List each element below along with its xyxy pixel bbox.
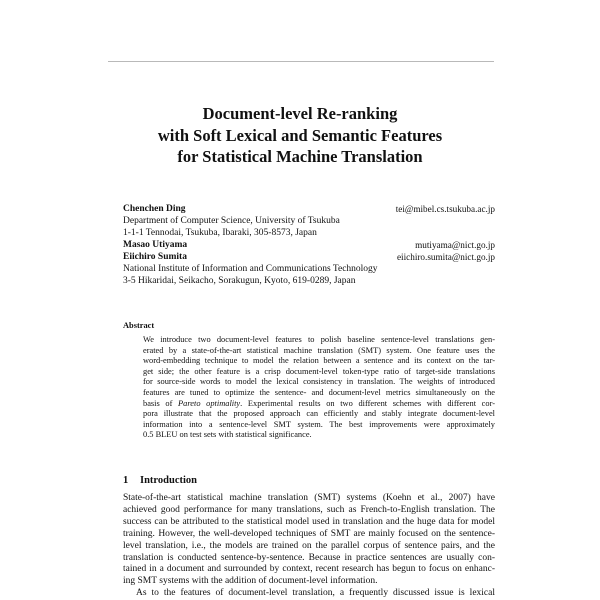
body-line: tained in a document and surrounded by context, recent research has begun to focus on enhanc- xyxy=(123,564,495,575)
author-name: Masao Utiyama xyxy=(123,240,188,250)
section-title: Introduction xyxy=(140,475,197,486)
top-rule xyxy=(108,61,494,62)
abstract-text: basis of xyxy=(143,398,179,408)
body-line: ing SMT systems with the addition of document-level information. xyxy=(123,576,378,587)
abstract-line: erated by a state-of-the-art statistical machine translation (SMT) system. One feature uses the xyxy=(143,345,495,355)
body-line: success can be attributed to the statistical model used in translation and the huge data for model xyxy=(123,516,495,527)
affiliation-line: 1-1-1 Tennodai, Tsukuba, Ibaraki, 305-8573, Japan xyxy=(123,228,317,238)
abstract-line: information into a sentence-level SMT system. The best improvements were approximately xyxy=(143,419,495,429)
body-line: State-of-the-art statistical machine translation (SMT) systems (Koehn et al., 2007) have xyxy=(123,493,495,503)
paper-title xyxy=(100,103,500,168)
author-email: eiichiro.sumita@nict.go.jp xyxy=(396,252,495,262)
author-email: mutiyama@nict.go.jp xyxy=(415,240,495,250)
abstract-line: get side; the other feature is a crisp document-level token-type ratio of target-side translations xyxy=(143,366,495,376)
abstract-emphasis: Pareto optimality xyxy=(178,398,241,408)
body-line: As to the features of document-level translation, a frequently discussed issue is lexical xyxy=(136,588,495,599)
author-email: tei@mibel.cs.tsukuba.ac.jp xyxy=(395,204,495,214)
author-name: Eiichiro Sumita xyxy=(123,252,187,262)
abstract-line: pora illustrate that the proposed approach can efficiently and stably integrate document-level xyxy=(143,409,495,419)
body-line: level translation, i.e., the models are trained on the parallel corpus of sentence pairs, and the xyxy=(123,540,495,551)
abstract-line: word-embedding technique to model the relation between a sentence and its context on the tar- xyxy=(143,356,495,366)
section-number: 1 xyxy=(123,475,129,486)
affiliation-line: Department of Computer Science, University of Tsukuba xyxy=(123,216,340,226)
affiliation-line: National Institute of Information and Communications Technology xyxy=(123,264,378,274)
abstract-line: We introduce two document-level features to polish baseline sentence-level translations gen- xyxy=(143,335,495,344)
author-name: Chenchen Ding xyxy=(123,204,186,214)
title-line-3: for Statistical Machine Translation xyxy=(177,147,423,166)
abstract-line: features are tuned to optimize the sentence- and document-level metrics simultaneously on the xyxy=(143,387,495,397)
affiliation-line: 3-5 Hikaridai, Seikacho, Sorakugun, Kyoto, 619-0289, Japan xyxy=(123,276,356,286)
section-heading xyxy=(123,475,197,486)
abstract-heading: Abstract xyxy=(123,321,155,330)
section-body xyxy=(123,493,495,600)
author-row xyxy=(123,251,495,263)
author-row xyxy=(123,239,495,251)
title-line-1: Document-level Re-ranking xyxy=(202,104,398,123)
abstract-line xyxy=(143,399,495,410)
abstract-line: 0.5 BLEU on test sets with statistical significance. xyxy=(143,430,312,440)
body-line: achieved good performance for many translations, such as French-to-English translation. The xyxy=(123,504,495,515)
title-line-2: with Soft Lexical and Semantic Features xyxy=(157,125,443,145)
abstract-line: for source-side words to model the lexical consistency in translation. The weights of introduced xyxy=(143,377,495,387)
abstract-text: . Experimental results on two different schemes with different cor- xyxy=(240,398,495,408)
author-row xyxy=(123,203,495,215)
body-line: translation is conducted sentence-by-sentence. Because in practice sentences are usually con- xyxy=(123,552,495,563)
author-block xyxy=(123,203,495,287)
body-line: training. However, the well-developed techniques of SMT are mainly focused on the sentence- xyxy=(123,528,495,539)
abstract-body xyxy=(143,335,495,441)
